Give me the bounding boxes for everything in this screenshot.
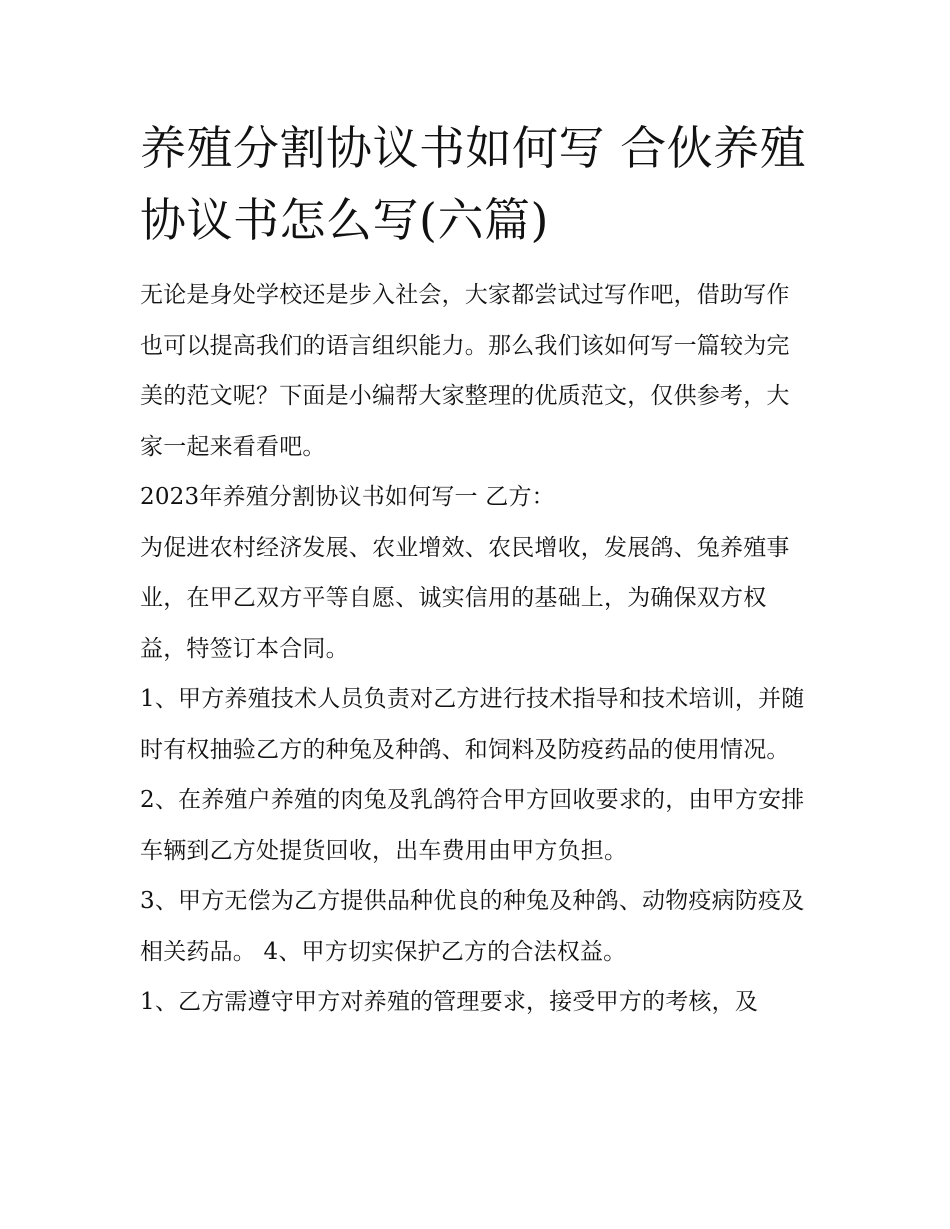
paragraph-intro: 无论是身处学校还是步入社会，大家都尝试过写作吧，借助写作也可以提高我们的语言组织能力。那么我们该如何写一篇较为完美的范文呢？下面是小编帮大家整理的优质范文，仅供参考，大家一起来看看吧。 xyxy=(140,282,790,460)
document-title: 养殖分割协议书如何写 合伙养殖协议书怎么写(六篇) xyxy=(140,121,807,247)
paragraph-clause-3-4: 3、甲方无偿为乙方提供品种优良的种兔及种鸽、动物疫病防疫及相关药品。 4、甲方切实保护乙方的合法权益。 xyxy=(140,888,805,965)
paragraph-clause-1: 1、甲方养殖技术人员负责对乙方进行技术指导和技术培训，并随时有权抽验乙方的种兔及种鸽、和饲料及防疫药品的使用情况。 xyxy=(140,686,805,763)
paragraph-heading-party-b: 2023年养殖分割协议书如何写一 乙方： xyxy=(140,484,555,510)
paragraph-clause-2: 2、在养殖户养殖的肉兔及乳鸽符合甲方回收要求的，由甲方安排车辆到乙方处提货回收，出车费用由甲方负担。 xyxy=(140,787,805,864)
paragraph-party-b-clause-1: 1、乙方需遵守甲方对养殖的管理要求，接受甲方的考核，及 xyxy=(140,989,759,1015)
document-body xyxy=(140,112,812,1028)
paragraph-purpose: 为促进农村经济发展、农业增效、农民增收，发展鸽、兔养殖事业，在甲乙双方平等自愿、诚实信用的基础上，为确保双方权益，特签订本合同。 xyxy=(140,534,790,662)
